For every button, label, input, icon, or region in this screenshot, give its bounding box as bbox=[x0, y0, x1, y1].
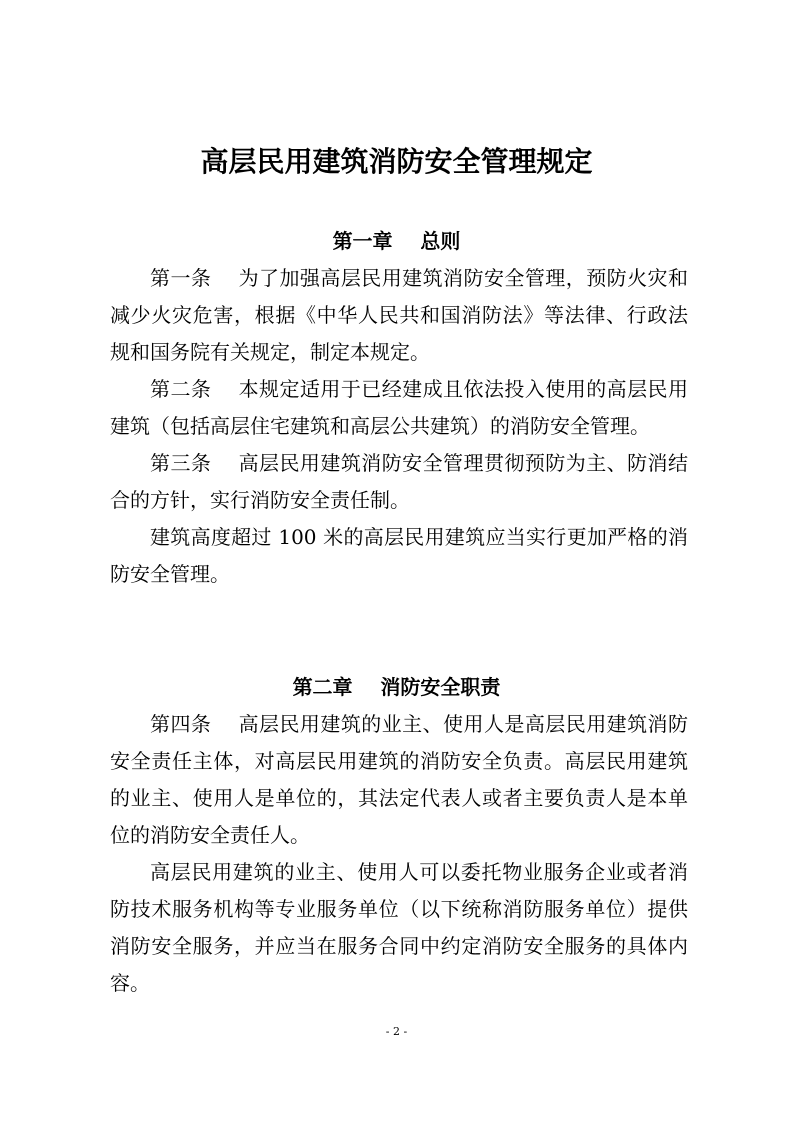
article-4: 第四条 高层民用建筑的业主、使用人是高层民用建筑消防安全责任主体，对高层民用建筑的消防安全负责。高层民用建筑的业主、使用人是单位的，其法定代表人或者主要负责人是本单位的消防安全责任人。 bbox=[110, 712, 688, 847]
chapter-heading-2: 第二章 消防安全职责 bbox=[292, 675, 501, 699]
page-title: 高层民用建筑消防安全管理规定 bbox=[200, 145, 593, 178]
chapter-1-body bbox=[110, 260, 688, 593]
article-1: 第一条 为了加强高层民用建筑消防安全管理，预防火灾和减少火灾危害，根据《中华人民共和国消防法》等法律、行政法规和国务院有关规定，制定本规定。 bbox=[110, 266, 688, 364]
article-4-supplement: 高层民用建筑的业主、使用人可以委托物业服务企业或者消防技术服务机构等专业服务单位（以下统称消防服务单位）提供消防安全服务，并应当在服务合同中约定消防安全服务的具体内容。 bbox=[110, 860, 688, 995]
chapter-heading-1: 第一章 总则 bbox=[332, 229, 461, 253]
article-2: 第二条 本规定适用于已经建成且依法投入使用的高层民用建筑（包括高层住宅建筑和高层公共建筑）的消防安全管理。 bbox=[110, 377, 688, 438]
page-number: - 2 - bbox=[385, 1025, 408, 1038]
chapter-2-body bbox=[110, 706, 688, 1002]
article-3-supplement: 建筑高度超过 100 米的高层民用建筑应当实行更加严格的消防安全管理。 bbox=[110, 525, 688, 586]
article-3: 第三条 高层民用建筑消防安全管理贯彻预防为主、防消结合的方针，实行消防安全责任制。 bbox=[110, 451, 688, 512]
